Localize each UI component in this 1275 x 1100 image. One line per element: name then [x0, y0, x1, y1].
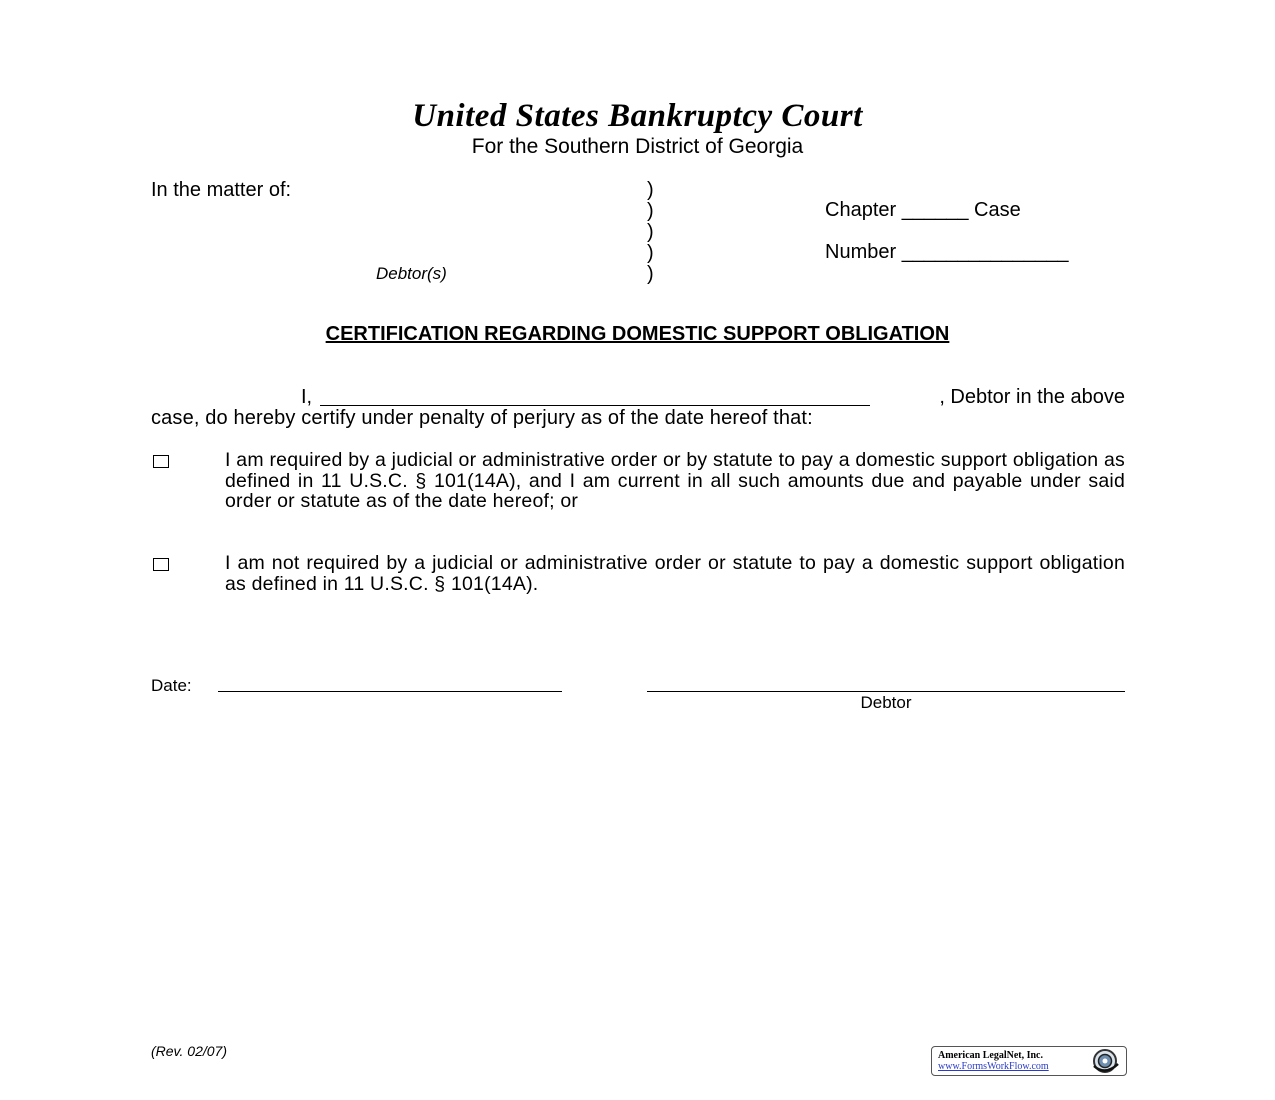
district-name: For the Southern District of Georgia [471, 135, 804, 158]
date-line[interactable] [218, 691, 562, 692]
option-1-checkbox[interactable] [153, 455, 169, 468]
caption-paren: ) [647, 242, 654, 264]
in-the-matter-of-label: In the matter of: [151, 179, 292, 201]
globe-icon [1088, 1048, 1122, 1074]
statement-suffix: , Debtor in the above [939, 386, 1125, 408]
court-name: United States Bankruptcy Court [412, 98, 863, 134]
debtors-label: Debtor(s) [376, 264, 447, 283]
company-logo [931, 1046, 1127, 1076]
caption-paren: ) [647, 263, 654, 285]
company-name: American LegalNet, Inc. [938, 1050, 1043, 1061]
caption-paren: ) [647, 200, 654, 222]
option-1-text: I am required by a judicial or administrative order or by statute to pay a domestic support obligation as defined in 11 U.S.C. § 101(14A), and I am current in all such amounts due and payable under said order or statute as of the date hereof; or [225, 449, 1125, 513]
caption-paren: ) [647, 179, 654, 201]
debtor-signature-label: Debtor [860, 693, 912, 712]
statement-prefix: I, [301, 386, 313, 408]
option-2-text: I am not required by a judicial or administrative order or statute to pay a domestic support obligation as defined in 11 U.S.C. § 101(14A). [225, 552, 1125, 595]
caption-paren: ) [647, 221, 654, 243]
date-label: Date: [151, 676, 192, 695]
chapter-case-field[interactable]: Chapter ______ Case [825, 199, 1021, 221]
document-title: CERTIFICATION REGARDING DOMESTIC SUPPORT OBLIGATION [325, 323, 950, 345]
case-number-field[interactable]: Number _______________ [825, 241, 1069, 263]
company-url-link[interactable]: www.FormsWorkFlow.com [938, 1061, 1049, 1072]
revision-label: (Rev. 02/07) [151, 1043, 227, 1059]
debtor-signature-line[interactable] [647, 691, 1125, 692]
debtor-name-line[interactable] [320, 405, 870, 406]
option-2-checkbox[interactable] [153, 558, 169, 571]
statement-line-2: case, do hereby certify under penalty of perjury as of the date hereof that: [151, 407, 813, 429]
